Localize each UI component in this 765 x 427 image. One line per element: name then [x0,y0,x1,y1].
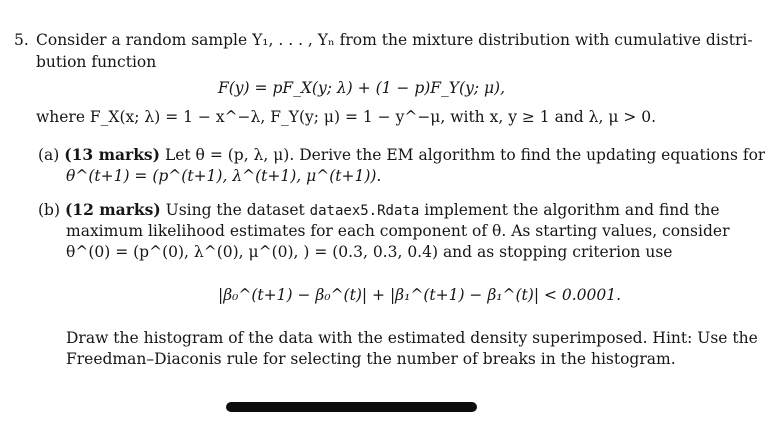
part-b-line1-post: implement the algorithm and find the [424,201,720,219]
part-b-line1 [38,200,720,221]
histogram-instruction-line2: Freedman–Diaconis rule for selecting the number of breaks in the histogram. [66,350,676,368]
part-a-label: (a) [38,146,60,164]
part-b-line1-pre: Using the dataset [165,201,305,219]
problem-intro-line2: bution function [36,53,157,71]
problem-number: 5. [14,31,29,49]
dataset-filename: dataex5.Rdata [309,203,420,219]
part-a-line1: Let θ = (p, λ, μ). Derive the EM algorithm to find the updating equations for [164,146,765,164]
home-indicator-bar[interactable] [226,402,477,412]
cdf-equation: F(y) = pF_X(y; λ) + (1 − p)F_Y(y; μ), [218,79,506,97]
part-b-label: (b) [38,201,61,219]
where-line: where F_X(x; λ) = 1 − x^−λ, F_Y(y; μ) = 1 − y^−μ, with x, y ≥ 1 and λ, μ > 0. [36,108,657,126]
part-b-line2: maximum likelihood estimates for each component of θ. As starting values, consider [66,222,730,240]
problem-intro-line1: Consider a random sample Y₁, . . . , Yₙ from the mixture distribution with cumulative distri- [36,31,753,49]
part-a-theta-update: θ^(t+1) = (p^(t+1), λ^(t+1), μ^(t+1)). [66,167,382,185]
part-a-marks: (13 marks) [64,145,160,164]
part-a [38,145,765,165]
part-b-marks: (12 marks) [64,200,161,219]
stopping-criterion: |β₀^(t+1) − β₀^(t)| + |β₁^(t+1) − β₁^(t)| < 0.0001. [218,286,622,304]
part-b-line3: θ^(0) = (p^(0), λ^(0), μ^(0), ) = (0.3, 0.3, 0.4) and as stopping criterion use [66,243,673,261]
histogram-instruction-line1: Draw the histogram of the data with the estimated density superimposed. Hint: Use the [66,329,758,347]
